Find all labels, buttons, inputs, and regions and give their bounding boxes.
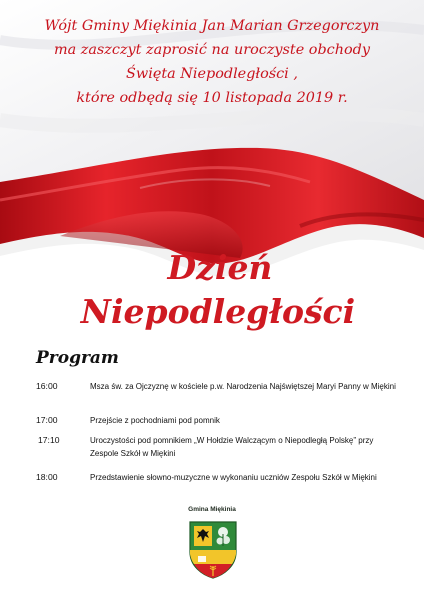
invitation-line-2: ma zaszczyt zaprosić na uroczyste obchody xyxy=(53,42,371,58)
title-line-1: Dzień xyxy=(167,248,273,287)
program-time: 17:00 xyxy=(36,415,58,425)
invitation-line-3: Święta Niepodległości , xyxy=(126,66,298,82)
program-description: Przedstawienie słowno-muzyczne w wykonaniu uczniów Zespołu Szkół w Miękini xyxy=(90,473,377,482)
program-time: 16:00 xyxy=(36,381,58,391)
municipality-label: Gmina Miękinia xyxy=(188,506,236,513)
program-heading: Program xyxy=(36,348,119,368)
program-description: Przejście z pochodniami pod pomnik xyxy=(90,416,220,425)
invitation-line-1: Wójt Gminy Miękinia Jan Marian Grzegorczyn xyxy=(44,18,380,34)
program-time: 18:00 xyxy=(36,472,58,482)
program-time: 17:10 xyxy=(38,435,60,445)
program-description: Uroczystości pod pomnikiem „W Hołdzie Walczącym o Niepodległą Polskę” przy Zespole Szkół w Miękini xyxy=(90,436,374,458)
title-line-2: Niepodległości xyxy=(80,292,356,331)
coat-of-arms-icon xyxy=(188,520,238,580)
invitation-text xyxy=(0,14,424,110)
invitation-line-4: które odbędą się 10 listopada 2019 r. xyxy=(76,90,348,106)
program-description: Msza św. za Ojczyznę w kościele p.w. Narodzenia Najświętszej Maryi Panny w Miękini xyxy=(90,382,396,391)
